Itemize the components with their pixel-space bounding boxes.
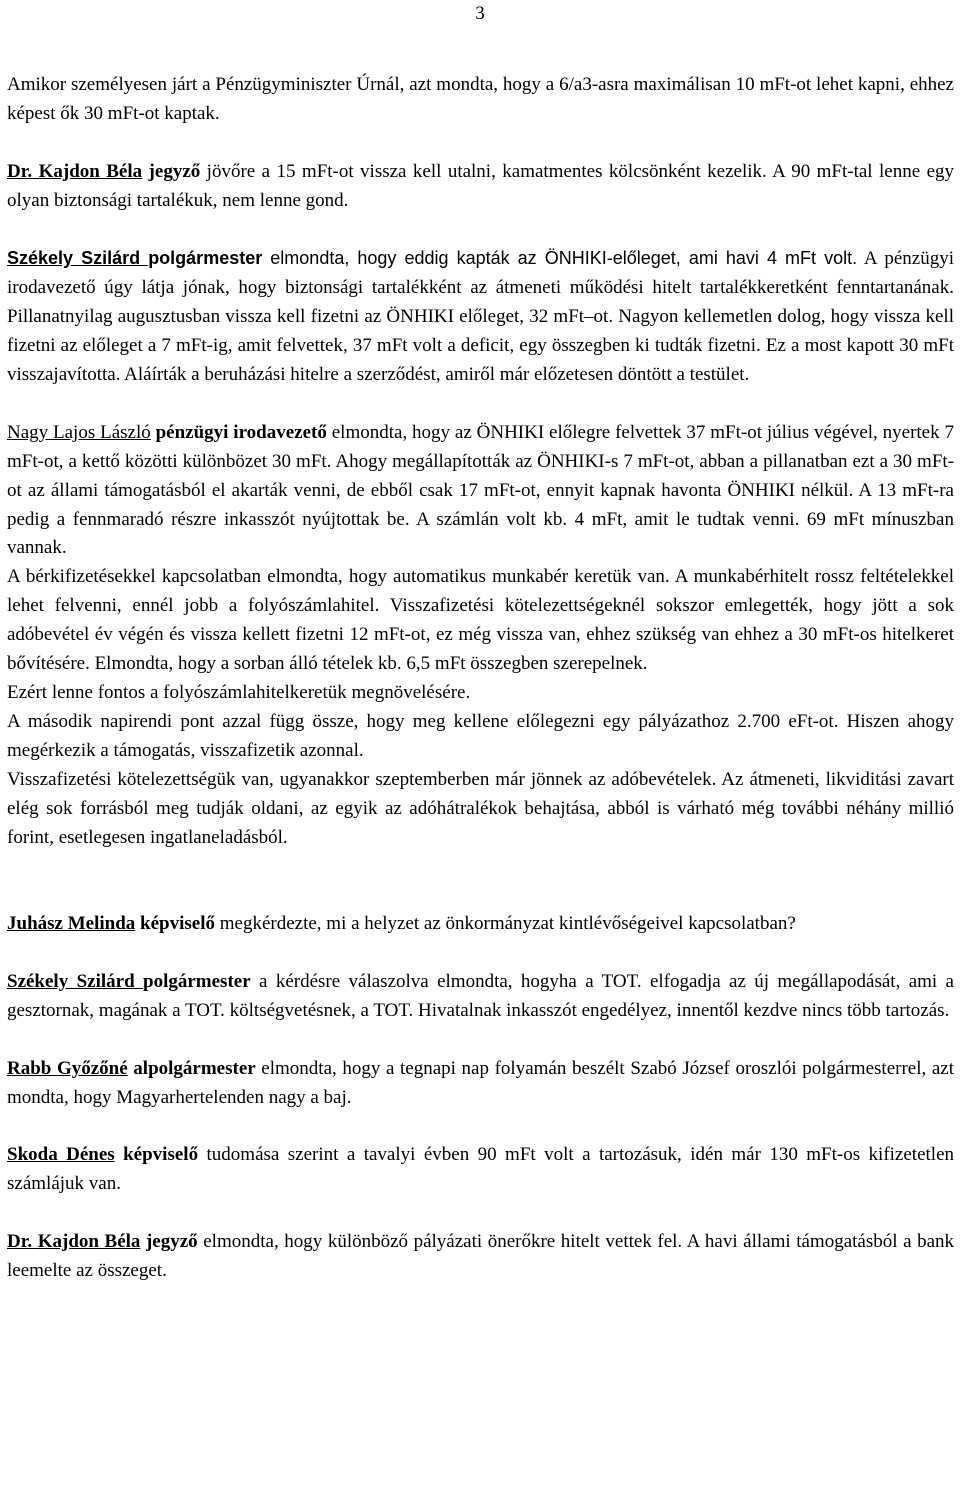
- paragraph-spacer: [7, 939, 954, 968]
- paragraph-spacer: [7, 1199, 954, 1228]
- paragraph-7: A második napirendi pont azzal függ össze, hogy meg kellene előlegezni egy pályázathoz 2.700 eFt-ot. Hiszen ahogy megérkezik a támogatás, visszafizetik azonnal.: [7, 710, 954, 761]
- paragraph-spacer: [7, 390, 954, 419]
- paragraph-8: Visszafizetési kötelezettségük van, ugyanakkor szeptemberben már jönnek az adóbevételek. Az átmeneti, likviditási zavart elég sok forrásból meg tudják oldani, az egyik az adóhátralékok behajtása, abból is várható még további néhány millió forint, esetlegesen ingatlaneladásból.: [7, 768, 954, 848]
- paragraph-spacer: [7, 216, 954, 245]
- paragraph-spacer: [7, 852, 954, 910]
- paragraph-spacer: [7, 1026, 954, 1055]
- paragraph-9: [7, 910, 954, 939]
- paragraph-2: [7, 158, 954, 216]
- paragraph-text: a kérdésre válaszolva elmondta, hogyha a TOT. elfogadja az új megállapodását, ami a gesztornak, magának a TOT. költségvetésnek, a TOT. Hivatalnak inkasszót engedélyez, innentől kezdve nincs több tartozás.: [7, 971, 954, 1021]
- paragraph-1: Amikor személyesen járt a Pénzügyminiszter Úrnál, azt mondta, hogy a 6/a3-asra maximálisan 10 mFt-ot lehet kapni, ehhez képest ők 30 mFt-ot kaptak.: [7, 74, 954, 124]
- speaker-name: Székely Szilárd: [7, 971, 144, 993]
- paragraph-text: megkérdezte, mi a helyzet az önkormányzat kintlévőségeivel kapcsolatban?: [214, 913, 796, 935]
- speaker-title: pénzügyi irodavezető: [150, 421, 327, 443]
- page-number: 3: [475, 3, 485, 24]
- paragraph-3: [7, 244, 954, 390]
- speaker-title: polgármester: [143, 971, 251, 993]
- paragraph-5: A bérkifizetésekkel kapcsolatban elmondta, hogy automatikus munkabér keretük van. A munkabérhitelt rossz feltételekkel lehet felvenni, ennél jobb a folyószámlahitel. Visszafizetési kötelezettségeknél sokszor emlegették, hogy jött a sok adóbevétel év végén és vissza kellett fizetni 12 mFt-ot, ez még vissza van, ehhez szükség van ehhez a 30 mFt-os hitelkeret bővítésére. Elmondta, hogy a sorban álló tételek kb. 6,5 mFt összegben szerepelnek.: [7, 566, 954, 675]
- speaker-name: Skoda Dénes: [7, 1144, 115, 1166]
- paragraph-text: elmondta, hogy különböző pályázati önerőkre hitelt vettek fel. A havi állami támogatásból a bank leemelte az összeget.: [7, 1231, 955, 1282]
- document-body: [7, 71, 954, 1286]
- paragraph-4: [7, 419, 954, 564]
- speaker-name: Kajdon Béla: [32, 1231, 141, 1253]
- paragraph-text: elmondta, hogy a tegnapi nap folyamán beszélt Szabó József oroszlói polgármesterrel, azt mondta, hogy Magyarhertelenden nagy a baj.: [7, 1057, 954, 1108]
- speaker-title: alpolgármester: [127, 1057, 256, 1079]
- paragraph-text: jövőre a 15 mFt-ot vissza kell utalni, kamatmentes kölcsönként kezelik. A 90 mFt-tal lenne egy olyan biztonsági tartalékuk, nem lenne gond.: [7, 160, 954, 211]
- speaker-title: képviselő: [114, 1144, 199, 1166]
- speaker-title: jegyző: [142, 160, 201, 182]
- speaker-title: jegyző: [140, 1231, 198, 1253]
- paragraph-text: A pénzügyi irodavezető úgy látja jónak, hogy biztonsági tartalékként az átmeneti működési hitelt tartalékkeretként fenntartanának. Pillanatnyilag augusztusban vissza kell fizetni az ÖNHIKI előleget, 32 mFt–ot. Nagyon kellemetlen dolog, hogy vissza kell fizetni az előleget a 7 mFt-ig, amit felvettek, 37 mFt volt a deficit, egy összegben ki tudták fizetni. Ez a most kapott 30 mFt visszajavította. Aláírták a beruházási hitelre a szerződést, amiről már előzetesen döntött a testület.: [7, 248, 954, 386]
- paragraph-text: elmondta, hogy az ÖNHIKI előlegre felvettek 37 mFt-ot július végével, nyertek 7 mFt-ot, a kettő közötti különbözet 30 mFt. Ahogy megállapították az ÖNHIKI-s 7 mFt-ot, abban a pillanatban ezt a 30 mFt-ot az állami támogatásból el akarták venni, de ebből csak 17 mFt-ot, ennyit kapnak havonta ÖNHIKI nélkül. A 13 mFt-ra pedig a fennmaradó részre inkasszót nyújtottak be. A számlán volt kb. 4 mFt, amit le tudtak venni. 69 mFt mínuszban vannak.: [7, 421, 954, 559]
- paragraph-10: [7, 968, 954, 1026]
- paragraph-text: tudomása szerint a tavalyi évben 90 mFt volt a tartozásuk, idén már 130 mFt-os kifizetetlen számlájuk van.: [7, 1144, 955, 1195]
- paragraph-12: [7, 1141, 954, 1199]
- speaker-name: Dr.: [7, 160, 33, 182]
- paragraph-11: [7, 1055, 954, 1113]
- speaker-title: képviselő: [135, 913, 215, 935]
- speaker-name: Rabb Győzőné: [7, 1057, 128, 1079]
- speaker-name: Székely Szilárd: [7, 248, 149, 269]
- paragraph-13: [7, 1228, 954, 1286]
- paragraph-6: Ezért lenne fontos a folyószámlahitelkeretük megnövelésére.: [7, 681, 471, 703]
- paragraph-spacer: [7, 1113, 954, 1142]
- speaker-name: Nagy Lajos László: [7, 421, 151, 443]
- paragraph-spacer: [7, 129, 954, 158]
- speaker-title: polgármester: [148, 248, 263, 269]
- speaker-name: Kajdon Béla: [32, 160, 143, 182]
- speaker-name: Juhász Melinda: [7, 913, 136, 935]
- paragraph-text: elmondta, hogy eddig kapták az ÖNHIKI-előleget, ami havi 4 mFt volt.: [262, 248, 858, 269]
- speaker-name: Dr.: [7, 1231, 33, 1253]
